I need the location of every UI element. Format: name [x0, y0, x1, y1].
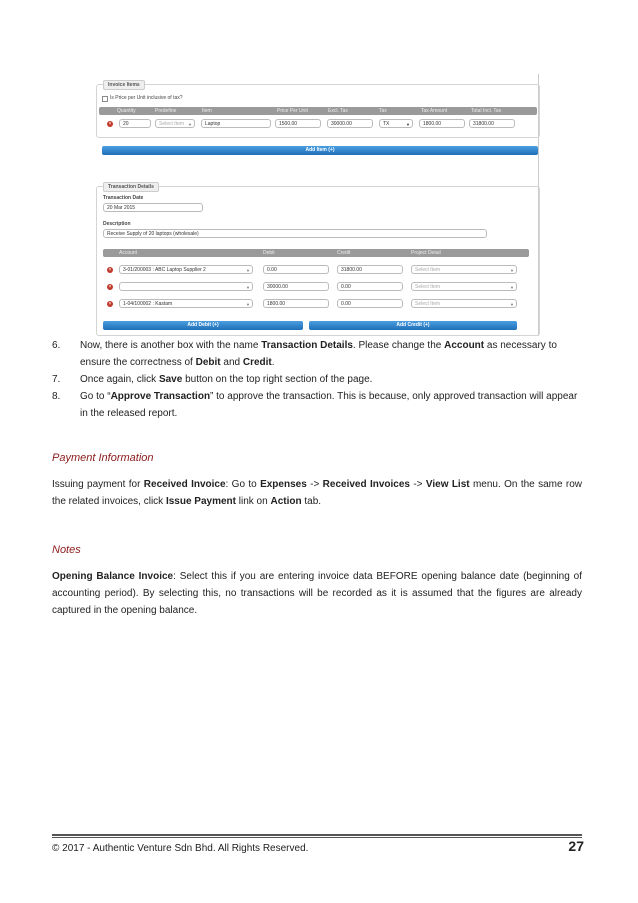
tax-amount-input[interactable]: 1800.00 [419, 119, 465, 128]
bold-text: Action [270, 496, 302, 507]
delete-row-icon[interactable]: × [108, 301, 112, 307]
col-predefine: Predefine [155, 108, 177, 114]
text: -> [409, 479, 426, 490]
transaction-date-input[interactable]: 20 Mar 2015 [103, 203, 203, 212]
project-value: Select Item [415, 301, 441, 307]
delete-row-icon[interactable]: × [108, 284, 112, 290]
steps-list [52, 337, 582, 422]
notes-heading: Notes [52, 544, 81, 556]
text: link on [236, 496, 271, 507]
col-project: Project Detail [411, 250, 441, 256]
col-total: Total Incl. Tax [471, 108, 502, 114]
add-debit-button[interactable]: Add Debit (+) [103, 321, 303, 330]
transaction-details-group [96, 186, 540, 336]
list-item [52, 337, 582, 371]
invoice-items-header [99, 107, 537, 115]
text: Issuing payment for [52, 479, 144, 490]
step-bold: Save [158, 374, 183, 385]
total-input[interactable]: 31800.00 [469, 119, 515, 128]
col-account: Account [119, 250, 138, 256]
transaction-header [103, 249, 529, 257]
col-item: Item [202, 108, 212, 114]
invoice-items-legend: Invoice Items [103, 80, 145, 90]
page-number: 27 [568, 838, 584, 854]
chevron-down-icon: ▼ [406, 122, 410, 127]
text: : Select this if you are entering invoice data BEFORE opening balance date (beginning of accounting period). By selecting this, no transactions will be recorded as it is assumed that the figures are already captured in the opening balance. [52, 571, 582, 616]
footer-divider [52, 834, 582, 836]
excl-tax-input[interactable]: 30000.00 [327, 119, 373, 128]
add-item-button[interactable]: Add Item (+) [102, 146, 538, 155]
step-text: Once again, click [80, 374, 159, 385]
debit-input[interactable]: 0.00 [263, 265, 329, 274]
step-bold: Debit [195, 357, 221, 368]
step-bold: Account [444, 340, 485, 351]
chevron-down-icon: ▼ [188, 122, 192, 127]
col-credit: Credit [337, 250, 351, 256]
embedded-screenshot [90, 74, 540, 336]
price-inclusive-checkbox[interactable] [102, 96, 108, 102]
step-text: Go to “ [80, 391, 111, 402]
chevron-down-icon: ▼ [246, 302, 250, 307]
item-input[interactable]: Laptop [201, 119, 271, 128]
text: : Go to [225, 479, 261, 490]
col-tax: Tax [379, 108, 387, 114]
tax-select[interactable] [379, 119, 413, 128]
col-price: Price Per Unit [277, 108, 308, 114]
project-select[interactable] [411, 299, 517, 308]
step-text: ” to approve the transaction. This is because, only approved transaction will appear in the released report. [80, 391, 578, 419]
project-value: Select Item [415, 267, 441, 273]
credit-input[interactable]: 31800.00 [337, 265, 403, 274]
step-text: Now, there is another box with the name [80, 340, 262, 351]
bold-text: Issue Payment [165, 496, 236, 507]
chevron-down-icon: ▼ [246, 268, 250, 273]
chevron-down-icon: ▼ [510, 302, 514, 307]
transaction-date-label: Transaction Date [103, 195, 144, 201]
project-select[interactable] [411, 265, 517, 274]
payment-paragraph [52, 476, 582, 510]
col-tax-amount: Tax Amount [421, 108, 448, 114]
credit-input[interactable]: 0.00 [337, 282, 403, 291]
invoice-items-group [96, 84, 540, 138]
step-text: and [220, 357, 243, 368]
step-number: 6. [52, 340, 61, 351]
footer-copyright: © 2017 - Authentic Venture Sdn Bhd. All Rights Reserved. [52, 843, 309, 854]
step-number: 8. [52, 391, 61, 402]
text: menu. On the same row the related invoices, click [52, 479, 583, 507]
bold-text: View List [425, 479, 470, 490]
project-value: Select Item [415, 284, 441, 290]
step-text: . Please change the [352, 340, 445, 351]
text: tab. [301, 496, 322, 507]
description-label: Description [103, 221, 131, 227]
price-input[interactable]: 1500.00 [275, 119, 321, 128]
step-text: as necessary to ensure the correctness of [80, 340, 557, 368]
price-inclusive-label: Is Price per Unit inclusive of tax? [110, 95, 183, 101]
bold-text: Expenses [260, 479, 307, 490]
account-select[interactable] [119, 299, 253, 308]
account-value: 1-04/100002 : Kastam [123, 301, 173, 307]
bold-text: Opening Balance Invoice [52, 571, 174, 582]
list-item [52, 388, 582, 422]
project-select[interactable] [411, 282, 517, 291]
account-select[interactable] [119, 282, 253, 291]
step-text: . [271, 357, 275, 368]
credit-input[interactable]: 0.00 [337, 299, 403, 308]
text: -> [306, 479, 323, 490]
chevron-down-icon: ▼ [510, 268, 514, 273]
step-bold: Credit [242, 357, 272, 368]
quantity-input[interactable]: 20 [119, 119, 151, 128]
debit-input[interactable]: 1800.00 [263, 299, 329, 308]
bold-text: Received Invoices [322, 479, 410, 490]
tax-value: TX [383, 121, 390, 127]
footer-divider [52, 837, 582, 838]
step-bold: Approve Transaction [110, 391, 211, 402]
delete-row-icon[interactable]: × [108, 267, 112, 273]
notes-paragraph [52, 568, 582, 619]
predefine-select[interactable] [155, 119, 195, 128]
chevron-down-icon: ▼ [246, 285, 250, 290]
debit-input[interactable]: 30000.00 [263, 282, 329, 291]
col-excl-tax: Excl. Tax [328, 108, 348, 114]
step-text: button on the top right section of the page. [182, 374, 373, 385]
chevron-down-icon: ▼ [510, 285, 514, 290]
description-input[interactable]: Receive Supply of 20 laptops (wholesale) [103, 229, 487, 238]
col-debit: Debit [263, 250, 275, 256]
step-bold: Transaction Details [261, 340, 353, 351]
list-item [52, 371, 582, 388]
account-select[interactable] [119, 265, 253, 274]
transaction-details-legend: Transaction Details [103, 182, 159, 192]
delete-item-icon[interactable]: × [108, 121, 112, 127]
col-quantity: Quantity [117, 108, 136, 114]
bold-text: Received Invoice [143, 479, 226, 490]
payment-heading: Payment Information [52, 452, 154, 464]
account-value: 3-01/200003 : ABC Laptop Supplier 2 [123, 267, 206, 273]
add-credit-button[interactable]: Add Credit (+) [309, 321, 517, 330]
predefine-value: Select Item [159, 121, 185, 127]
step-number: 7. [52, 374, 61, 385]
